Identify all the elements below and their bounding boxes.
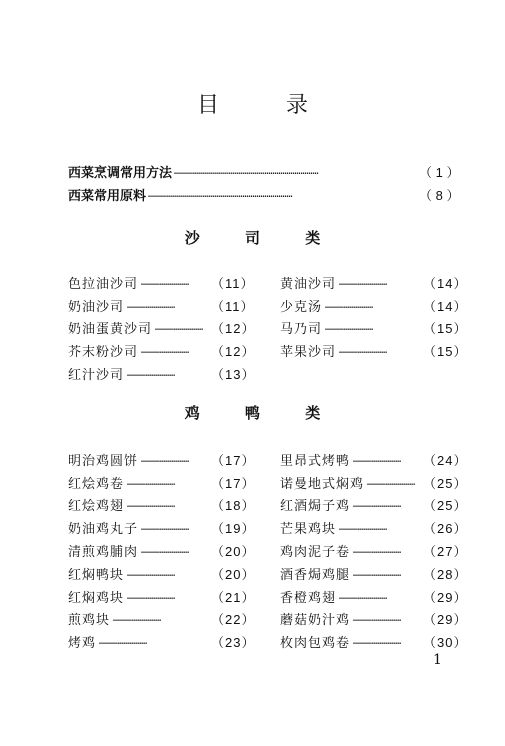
toc-entry-title: 明治鸡圆饼: [68, 453, 139, 469]
toc-entry-page: （19）: [211, 521, 256, 537]
leader-dots: ………………………………………………………………: [174, 165, 319, 177]
toc-entry: [68, 339, 256, 362]
toc-entry: [280, 471, 468, 494]
toc-entry-page: （14）: [423, 298, 468, 314]
leader-dots: ……………………: [127, 476, 176, 488]
toc-entry-title: 红焖鸡块: [68, 590, 125, 606]
toc-entry-title: 色拉油沙司: [68, 276, 139, 292]
toc-entry-page: （26）: [423, 521, 468, 537]
toc-entry-page: （11）: [211, 298, 255, 314]
leader-dots: ……………………: [155, 322, 204, 334]
toc-entry-page: （25）: [423, 475, 468, 491]
section-heading: 沙 司 类: [184, 229, 341, 247]
toc-entry-page: （11）: [211, 275, 255, 291]
toc-entry: [68, 516, 256, 539]
toc-entry-page: （24）: [423, 452, 468, 468]
toc-entry: [280, 271, 468, 294]
leader-dots: ……………………: [127, 567, 176, 579]
leader-dots: ……………………: [325, 299, 374, 311]
toc-entry: [280, 339, 468, 362]
toc-entry: [280, 539, 468, 562]
toc-entry: [68, 294, 253, 317]
toc-entry-title: 蘑菇奶汁鸡: [280, 613, 351, 629]
toc-entry-title: 红汁沙司: [68, 368, 125, 384]
toc-entry-title: 少克汤: [280, 299, 323, 315]
leader-dots: ……………………: [127, 590, 176, 602]
leader-dots: ……………………: [127, 368, 176, 380]
toc-entry-title: 芥末粉沙司: [68, 345, 139, 361]
toc-entry-page: （27）: [423, 544, 468, 560]
toc-entry-page: （ 8 ）: [419, 187, 460, 203]
toc-entry-title: 红烩鸡翅: [68, 499, 125, 515]
leader-dots: ……………………: [141, 545, 190, 557]
toc-entry: [68, 161, 460, 181]
toc-entry-page: （30）: [423, 635, 468, 651]
toc-entry-title: 苹果沙司: [280, 345, 337, 361]
toc-entry: [68, 184, 460, 204]
leader-dots: ……………………: [141, 345, 190, 357]
toc-entry-title: 奶油鸡丸子: [68, 522, 139, 538]
leader-dots: ………………………………………………………………: [148, 188, 293, 200]
toc-entry-page: （20）: [211, 544, 256, 560]
leader-dots: ……………………: [141, 276, 190, 288]
leader-dots: ……………………: [353, 613, 402, 625]
toc-entry: [68, 608, 256, 631]
toc-entry-title: 清煎鸡脯肉: [68, 545, 139, 561]
leader-dots: ……………………: [353, 453, 402, 465]
toc-entry-title: 鸡肉泥子卷: [280, 545, 351, 561]
toc-entry-page: （15）: [423, 344, 468, 360]
toc-entry-title: 枚肉包鸡卷: [280, 636, 351, 652]
toc-entry: [280, 317, 468, 340]
toc-entry-title: 芒果鸡块: [280, 522, 337, 538]
leader-dots: ……………………: [353, 636, 402, 648]
toc-entry-page: （29）: [423, 612, 468, 628]
toc-entry-title: 红酒焗子鸡: [280, 499, 351, 515]
leader-dots: ……………………: [141, 522, 190, 534]
toc-entry: [68, 317, 256, 340]
toc-entry-page: （22）: [211, 612, 256, 628]
toc-entry-page: （12）: [211, 321, 256, 337]
toc-entry: [280, 494, 468, 517]
toc-entry-title: 红焖鸭块: [68, 567, 125, 583]
toc-entry-page: （13）: [211, 367, 256, 383]
toc-entry-title: 西菜常用原料: [68, 188, 147, 204]
toc-entry-title: 奶油蛋黄沙司: [68, 322, 153, 338]
toc-entry: [68, 630, 256, 653]
toc-column-left: [68, 271, 256, 385]
toc-entry-title: 西菜烹调常用方法: [68, 165, 173, 181]
toc-entry-title: 黄油沙司: [280, 276, 337, 292]
toc-entry: [68, 362, 256, 385]
toc-entry: [280, 562, 468, 585]
leader-dots: ……………………: [353, 545, 402, 557]
section-heading: 鸡 鸭 类: [184, 404, 341, 422]
toc-entry: [68, 448, 256, 471]
toc-entry-title: 里昂式烤鸭: [280, 453, 351, 469]
toc-entry-title: 煎鸡块: [68, 613, 111, 629]
toc-entry-page: （15）: [423, 321, 468, 337]
toc-entry-title: 奶油沙司: [68, 299, 125, 315]
toc-entry: [280, 630, 468, 653]
toc-entry: [68, 585, 256, 608]
toc-entry-page: （18）: [211, 498, 256, 514]
leader-dots: ……………………: [367, 476, 416, 488]
toc-entry-title: 诺曼地式焖鸡: [280, 476, 365, 492]
toc-column-left: [68, 448, 256, 653]
toc-entry-page: （12）: [211, 344, 256, 360]
leader-dots: ……………………: [353, 567, 402, 579]
toc-entry-page: （20）: [211, 566, 256, 582]
toc-entry-page: （14）: [423, 275, 468, 291]
toc-entry-title: 香橙鸡翅: [280, 590, 337, 606]
leader-dots: ……………………: [339, 590, 388, 602]
leader-dots: ……………………: [113, 613, 162, 625]
toc-entry-title: 红烩鸡卷: [68, 476, 125, 492]
toc-entry-title: 马乃司: [280, 322, 323, 338]
toc-entry: [68, 562, 256, 585]
toc-entry-title: 酒香焗鸡腿: [280, 567, 351, 583]
leader-dots: ……………………: [339, 276, 388, 288]
toc-entry-page: （17）: [211, 452, 256, 468]
toc-entry: [68, 494, 256, 517]
leader-dots: ……………………: [339, 522, 388, 534]
toc-entry: [68, 271, 253, 294]
toc-entry-page: （25）: [423, 498, 468, 514]
toc-entry: [68, 471, 256, 494]
toc-column-right: [280, 271, 468, 362]
toc-entry-page: （ 1 ）: [419, 164, 460, 180]
toc-entry: [280, 608, 468, 631]
toc-entry: [280, 585, 468, 608]
toc-entry-title: 烤鸡: [68, 636, 97, 652]
leader-dots: ……………………: [127, 299, 176, 311]
toc-column-right: [280, 448, 468, 653]
leader-dots: ……………………: [99, 636, 148, 648]
page-number: 1: [433, 652, 442, 668]
page-title: 目 录: [197, 93, 338, 118]
toc-entry-page: （29）: [423, 589, 468, 605]
leader-dots: ……………………: [127, 499, 176, 511]
toc-entry-page: （28）: [423, 566, 468, 582]
toc-entry: [280, 516, 468, 539]
toc-entry: [280, 294, 468, 317]
leader-dots: ……………………: [339, 345, 388, 357]
toc-entry-page: （21）: [211, 589, 256, 605]
toc-entry: [68, 539, 256, 562]
toc-entry-page: （17）: [211, 475, 256, 491]
leader-dots: ……………………: [141, 453, 190, 465]
toc-entry-page: （23）: [211, 635, 256, 651]
leader-dots: ……………………: [353, 499, 402, 511]
toc-entry: [280, 448, 468, 471]
leader-dots: ……………………: [325, 322, 374, 334]
